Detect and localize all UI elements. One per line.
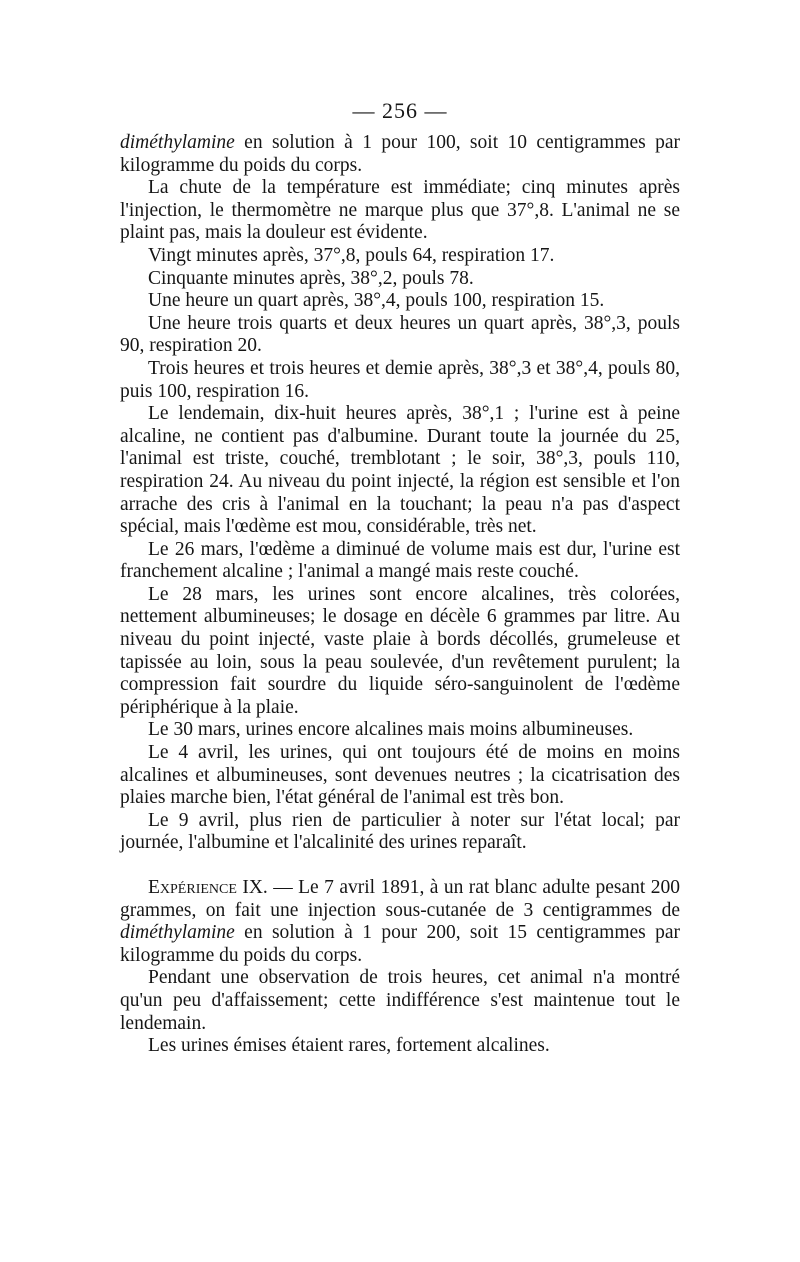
text-segment: Le 26 mars, l'œdème a diminué de volume mais est dur, l'urine est franchement alcaline ; l'animal a mangé mais reste couché. bbox=[120, 538, 680, 583]
text-segment: Le lendemain, dix-huit heures après, 38°,1 ; l'urine est à peine alcaline, ne contient pas d'albumine. Durant toute la journée du 25, l'animal est triste, couché, tremblotant ; le soir, 38°,3, pouls 110, respiration 24. Au niveau du point injecté, la région est sensible et l'on arrache des cris à l'animal en la touchant; la peau n'a pas d'aspect spécial, mais l'œdème est mou, considérable, très net. bbox=[120, 403, 680, 538]
paragraph bbox=[120, 177, 680, 245]
body-text bbox=[120, 132, 680, 1058]
text-segment: Vingt minutes après, 37°,8, pouls 64, respiration 17. bbox=[148, 244, 555, 266]
text-segment: Une heure un quart après, 38°,4, pouls 100, respiration 15. bbox=[148, 290, 605, 312]
paragraph bbox=[120, 967, 680, 1035]
text-segment: Le 9 avril, plus rien de particulier à noter sur l'état local; par journée, l'albumine et l'alcalinité des urines reparaît. bbox=[120, 809, 680, 854]
paragraph bbox=[120, 877, 680, 967]
paragraph bbox=[120, 810, 680, 855]
paragraph bbox=[120, 719, 680, 742]
text-segment: Le 4 avril, les urines, qui ont toujours été de moins en moins alcalines et albumineuses, sont devenues neutres ; la cicatrisation des plaies marche bien, l'état général de l'animal est très bon. bbox=[120, 742, 680, 809]
text-segment: — Le 7 avril 1891, à un rat blanc adulte pesant 200 grammes, on fait une injection sous-cutanée de 3 centigrammes de bbox=[120, 877, 680, 921]
text-segment: Le 30 mars, urines encore alcalines mais moins albumineuses. bbox=[148, 719, 634, 741]
text-segment: Les urines émises étaient rares, fortement alcalines. bbox=[148, 1035, 550, 1057]
paragraph bbox=[120, 245, 680, 268]
paragraph bbox=[120, 403, 680, 539]
paragraph bbox=[120, 132, 680, 177]
paragraph bbox=[120, 1035, 680, 1058]
text-segment: Pendant une observation de trois heures, cet animal n'a montré qu'un peu d'affaissement; cette indifférence s'est maintenue tout le lendemain. bbox=[120, 967, 680, 1034]
paragraph bbox=[120, 742, 680, 810]
book-page bbox=[120, 96, 680, 1058]
italic-term: diméthylamine bbox=[120, 132, 235, 153]
paragraph bbox=[120, 539, 680, 584]
text-segment: Une heure trois quarts et deux heures un quart après, 38°,3, pouls 90, respiration 20. bbox=[120, 312, 680, 357]
text-segment: en solution à 1 pour 200, soit 15 centigrammes par kilogramme du poids du corps. bbox=[120, 922, 680, 966]
text-segment: Cinquante minutes après, 38°,2, pouls 78. bbox=[148, 267, 474, 289]
text-segment: en solution à 1 pour 100, soit 10 centigrammes par kilogramme du poids du corps. bbox=[120, 132, 680, 176]
italic-term: diméthylamine bbox=[120, 922, 235, 944]
paragraph bbox=[120, 358, 680, 403]
text-segment: Trois heures et trois heures et demie après, 38°,3 et 38°,4, pouls 80, puis 100, respiration 16. bbox=[120, 357, 680, 402]
paragraph bbox=[120, 290, 680, 313]
paragraph bbox=[120, 313, 680, 358]
text-segment: La chute de la température est immédiate; cinq minutes après l'injection, le thermomètre ne marque plus que 37°,8. L'animal ne se plaint pas, mais la douleur est évidente. bbox=[120, 177, 680, 244]
experiment-heading: Expérience IX. bbox=[148, 877, 268, 898]
paragraph bbox=[120, 584, 680, 720]
page-number: — 256 — bbox=[352, 98, 448, 123]
text-segment: Le 28 mars, les urines sont encore alcalines, très colorées, nettement albumineuses; le dosage en décèle 6 grammes par litre. Au niveau du point injecté, vaste plaie à bords décollés, grumeleuse et tapissée au loin, sous la peau soulevée, d'un revêtement purulent; la compression fait sourdre du liquide séro-sanguinolent de l'œdème périphérique à la plaie. bbox=[120, 583, 680, 718]
paragraph bbox=[120, 268, 680, 291]
